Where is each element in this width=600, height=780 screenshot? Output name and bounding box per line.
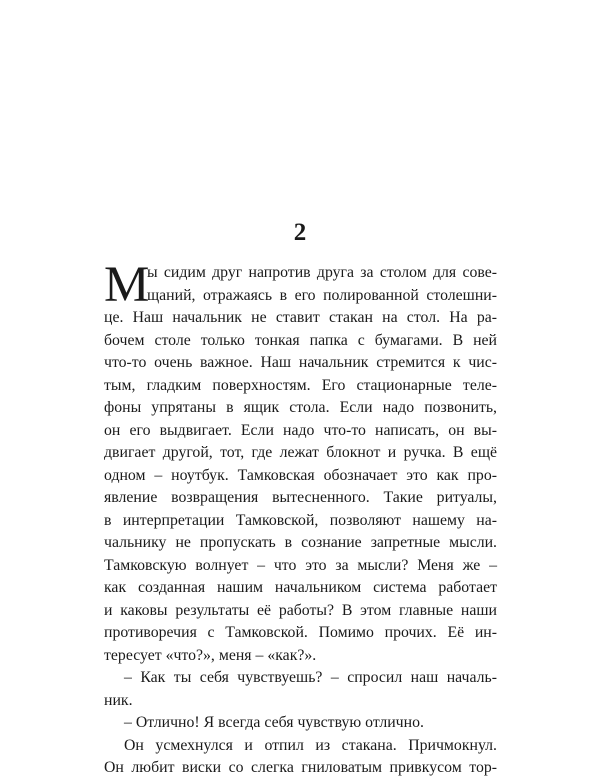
text-line: противоречия с Тамковской. Помимо прочих. Её ин- bbox=[104, 624, 497, 641]
text-line: тым, гладким поверхностям. Его стационарные теле- bbox=[104, 376, 497, 394]
text-line: ник. bbox=[104, 691, 133, 709]
text-line: – Отлично! Я всегда себя чувствую отлично. bbox=[124, 714, 424, 731]
text-line: фоны упрятаны в ящик стола. Если надо позвонить, bbox=[104, 399, 497, 416]
text-line: в интерпретации Тамковской, позволяют нашему на- bbox=[104, 511, 497, 529]
text-line: двигает другой, тот, где лежат блокнот и ручка. В ещё bbox=[104, 444, 497, 461]
text-line: явление возвращения вытесненного. Такие ритуалы, bbox=[104, 489, 497, 506]
chapter-text bbox=[104, 257, 497, 780]
text-line: бочем столе только тонкая папка с бумагами. В ней bbox=[104, 331, 497, 349]
text-line: и каковы результаты её работы? В этом главные наши bbox=[104, 601, 497, 619]
text-line-content: ы сидим друг напротив друга за столом для сове- bbox=[147, 264, 497, 281]
text-line: он его выдвигает. Если надо что-то написать, он вы- bbox=[104, 421, 497, 439]
text-line: тересует «что?», меня – «как?». bbox=[104, 646, 317, 664]
text-line: Он любит виски со слегка гниловатым привкусом тор- bbox=[104, 759, 497, 776]
text-line: одном – ноутбук. Тамковская обозначает это как про- bbox=[104, 466, 497, 484]
text-line: Тамковскую волнует – что это за мысли? Меня же – bbox=[104, 556, 497, 574]
chapter-number: 2 bbox=[293, 219, 307, 246]
text-line: щаний, отражаясь в его полированной столешни- bbox=[147, 286, 497, 304]
text-line: – Как ты себя чувствуешь? – спросил наш началь- bbox=[124, 669, 497, 686]
text-line: це. Наш начальник не ставит стакан на стол. На ра- bbox=[104, 309, 497, 326]
text-line: что-то очень важное. Наш начальник стремится к чис- bbox=[104, 354, 497, 371]
drop-cap: М bbox=[104, 257, 150, 313]
text-line: как созданная нашим начальником система работает bbox=[104, 579, 497, 596]
text-line: Он усмехнулся и отпил из стакана. Причмокнул. bbox=[124, 736, 497, 754]
text-line: чальнику не пропускать в сознание запретные мысли. bbox=[104, 534, 497, 551]
